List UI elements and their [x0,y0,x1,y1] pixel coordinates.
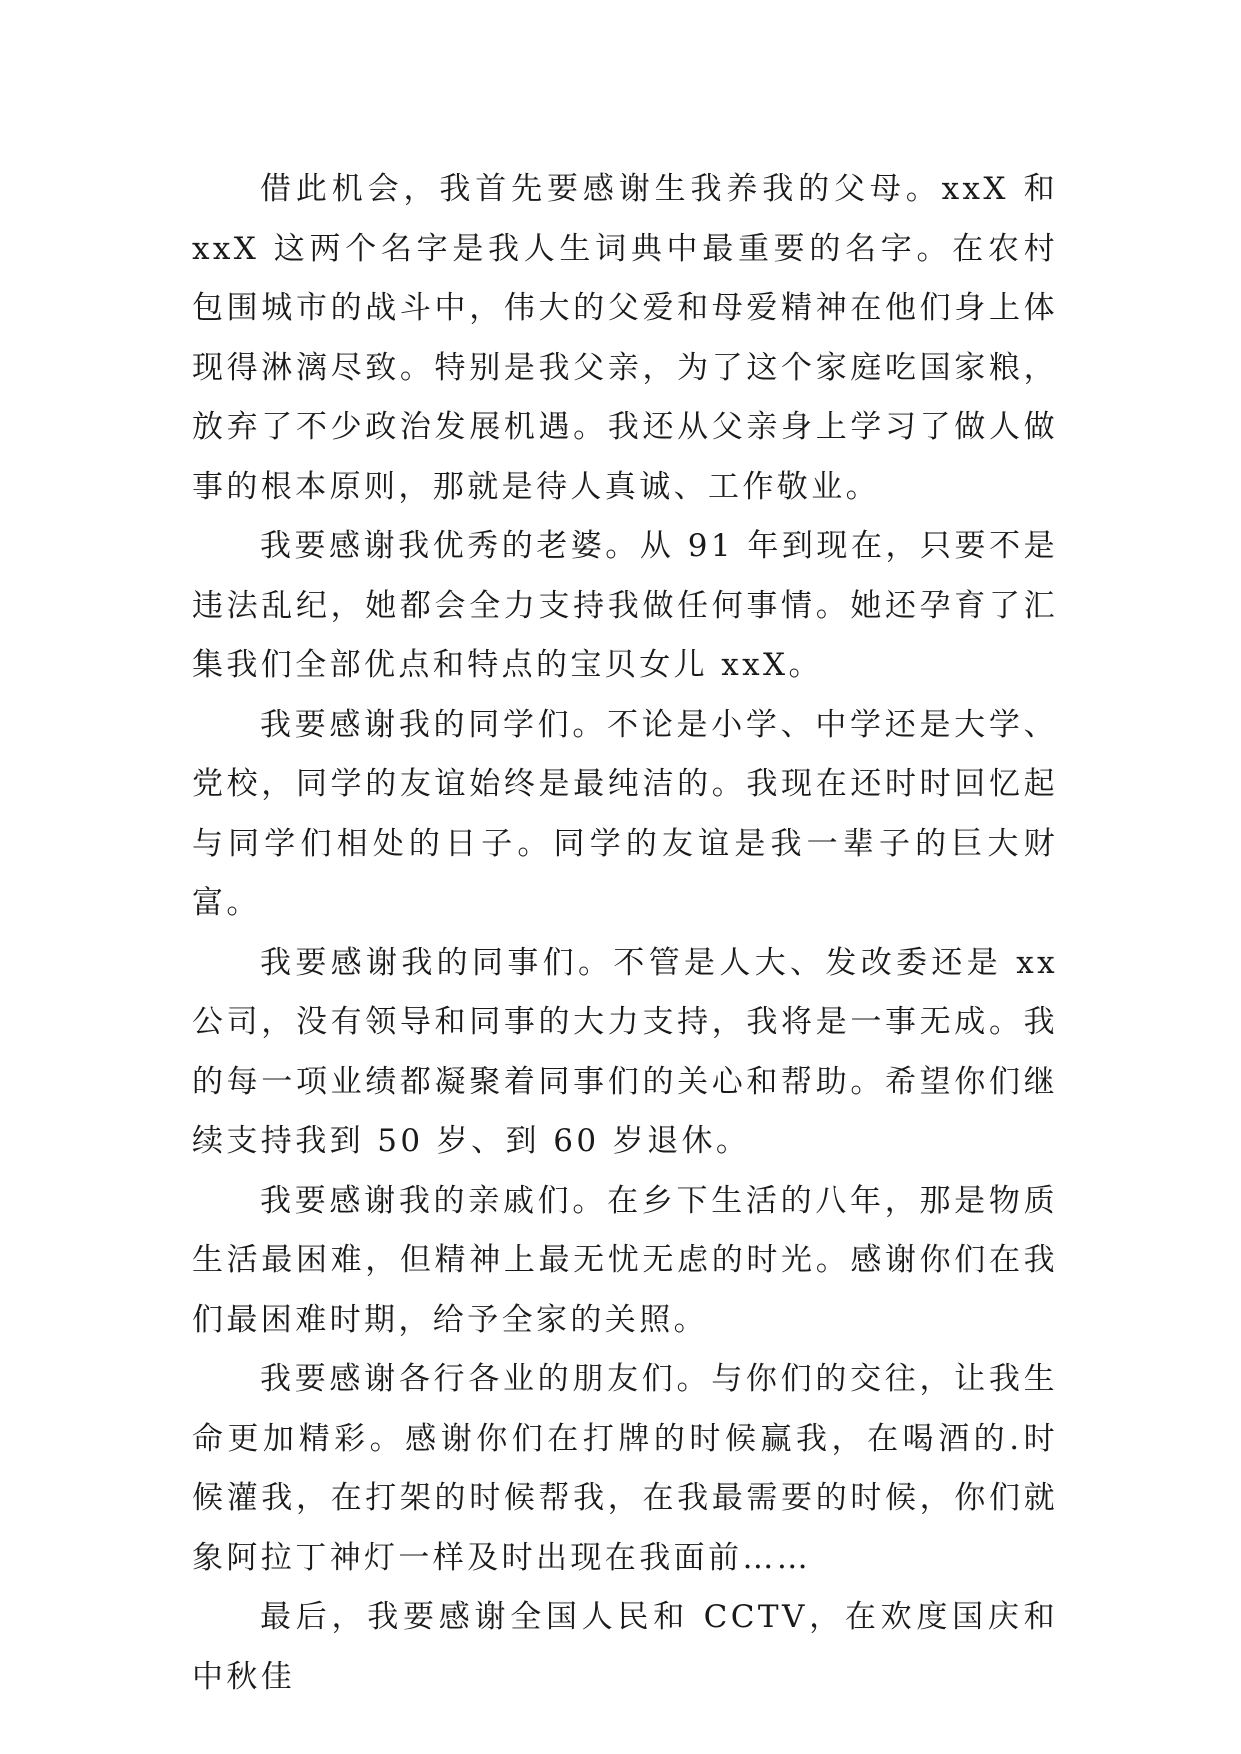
document-body [192,160,1058,1707]
paragraph-wife: 我要感谢我优秀的老婆。从 91 年到现在，只要不是违法乱纪，她都会全力支持我做任何事情。她还孕育了汇集我们全部优点和特点的宝贝女儿 xxX。 [192,528,1058,683]
paragraph-classmates: 我要感谢我的同学们。不论是小学、中学还是大学、党校，同学的友谊始终是最纯洁的。我现在还时时回忆起与同学们相处的日子。同学的友谊是我一辈子的巨大财富。 [192,706,1058,921]
paragraph-relatives: 我要感谢我的亲戚们。在乡下生活的八年，那是物质生活最困难，但精神上最无忧无虑的时光。感谢你们在我们最困难时期，给予全家的关照。 [192,1182,1058,1338]
paragraph-final: 最后，我要感谢全国人民和 CCTV，在欢度国庆和中秋佳 [192,1599,1058,1695]
paragraph-friends: 我要感谢各行各业的朋友们。与你们的交往，让我生命更加精彩。感谢你们在打牌的时候赢我，在喝酒的.时候灌我，在打架的时候帮我，在我最需要的时候，你们就象阿拉丁神灯一样及时出现在我面前…… [192,1361,1058,1576]
paragraph-colleagues: 我要感谢我的同事们。不管是人大、发改委还是 xx 公司，没有领导和同事的大力支持，我将是一事无成。我的每一项业绩都凝聚着同事们的关心和帮助。希望你们继续支持我到 50 岁、到 60 岁退休。 [192,944,1058,1159]
paragraph-parents: 借此机会，我首先要感谢生我养我的父母。xxX 和 xxX 这两个名字是我人生词典中最重要的名字。在农村包围城市的战斗中，伟大的父爱和母爱精神在他们身上体现得淋漓尽致。特别是我父亲，为了这个家庭吃国家粮，放弃了不少政治发展机遇。我还从父亲身上学习了做人做事的根本原则，那就是待人真诚、工作敬业。 [192,171,1058,505]
